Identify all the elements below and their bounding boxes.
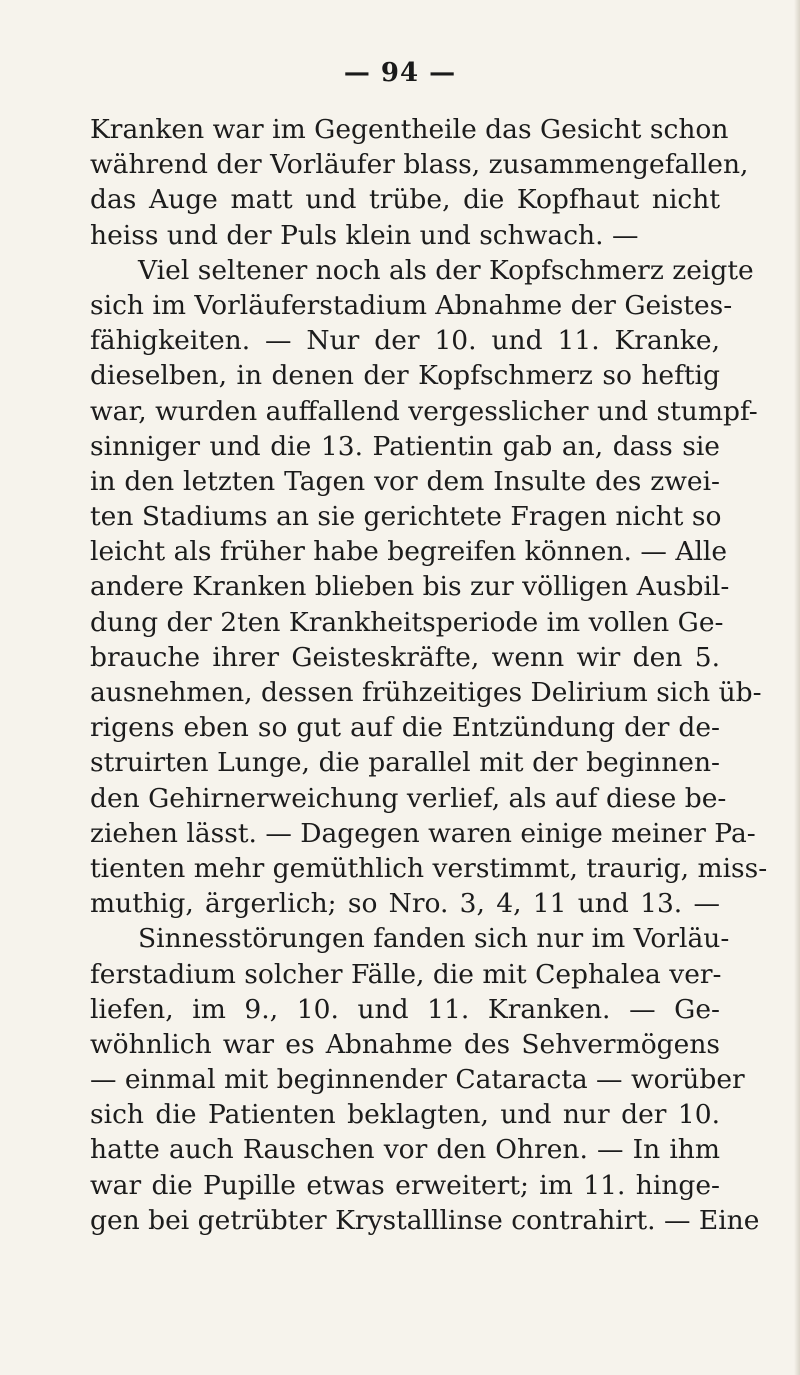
text-line: ten Stadiums an sie gerichtete Fragen nicht so [90, 501, 722, 533]
text-line: sinniger und die 13. Patientin gab an, dass sie [90, 430, 720, 462]
text-line: war, wurden auffallend vergesslicher und stumpf- [90, 395, 758, 427]
text-line: andere Kranken blieben bis zur völligen Ausbil- [90, 571, 730, 603]
page-number: — 94 — [343, 58, 457, 88]
text-line: rigens eben so gut auf die Entzündung der de- [90, 712, 720, 744]
body-text [90, 112, 768, 1238]
text-line: ausnehmen, dessen frühzeitiges Delirium sich üb- [90, 677, 762, 708]
text-line: ferstadium solcher Fälle, die mit Cephalea ver- [90, 958, 722, 990]
text-line: wöhnlich war es Abnahme des Sehvermögens [90, 1028, 720, 1060]
paragraph-start-line: Viel seltener noch als der Kopfschmerz zeigte [138, 254, 754, 286]
text-line: dieselben, in denen der Kopfschmerz so heftig [90, 360, 720, 392]
text-line: struirten Lunge, die parallel mit der beginnen- [90, 747, 720, 779]
text-line: war die Pupille etwas erweitert; im 11. hinge- [90, 1169, 720, 1201]
text-line: — einmal mit beginnender Cataracta — worüber [90, 1064, 745, 1096]
text-line: ziehen lässt. — Dagegen waren einige meiner Pa- [90, 817, 756, 849]
page-edge-shadow [794, 0, 800, 1375]
text-line: dung der 2ten Krankheitsperiode im vollen Ge- [90, 606, 724, 638]
text-line: Kranken war im Gegentheile das Gesicht schon [90, 114, 729, 145]
text-line: leicht als früher habe begreifen können. — Alle [90, 536, 728, 568]
text-line: brauche ihrer Geisteskräfte, wenn wir den 5. [90, 641, 720, 673]
text-line: während der Vorläufer blass, zusammengefallen, [90, 149, 749, 181]
text-line: heiss und der Puls klein und schwach. — [90, 219, 639, 251]
paragraph-start-line: Sinnesstörungen fanden sich nur im Vorläu- [138, 923, 730, 955]
text-line: gen bei getrübter Krystalllinse contrahirt. — Eine [90, 1204, 760, 1236]
text-line: das Auge matt und trübe, die Kopfhaut nicht [90, 184, 720, 216]
text-line: sich die Patienten beklagten, und nur der 10. [90, 1099, 720, 1131]
text-line: hatte auch Rauschen vor den Ohren. — In ihm [90, 1134, 720, 1166]
text-line: fähigkeiten. — Nur der 10. und 11. Kranke, [90, 325, 720, 357]
text-line: in den letzten Tagen vor dem Insulte des zwei- [90, 465, 720, 497]
text-line: muthig, ärgerlich; so Nro. 3, 4, 11 und 13. — [90, 888, 720, 920]
text-line: liefen, im 9., 10. und 11. Kranken. — Ge- [90, 993, 720, 1025]
text-line: den Gehirnerweichung verlief, als auf diese be- [90, 782, 727, 814]
text-line: sich im Vorläuferstadium Abnahme der Geistes- [90, 289, 733, 321]
text-line: tienten mehr gemüthlich verstimmt, traurig, miss- [90, 852, 768, 884]
